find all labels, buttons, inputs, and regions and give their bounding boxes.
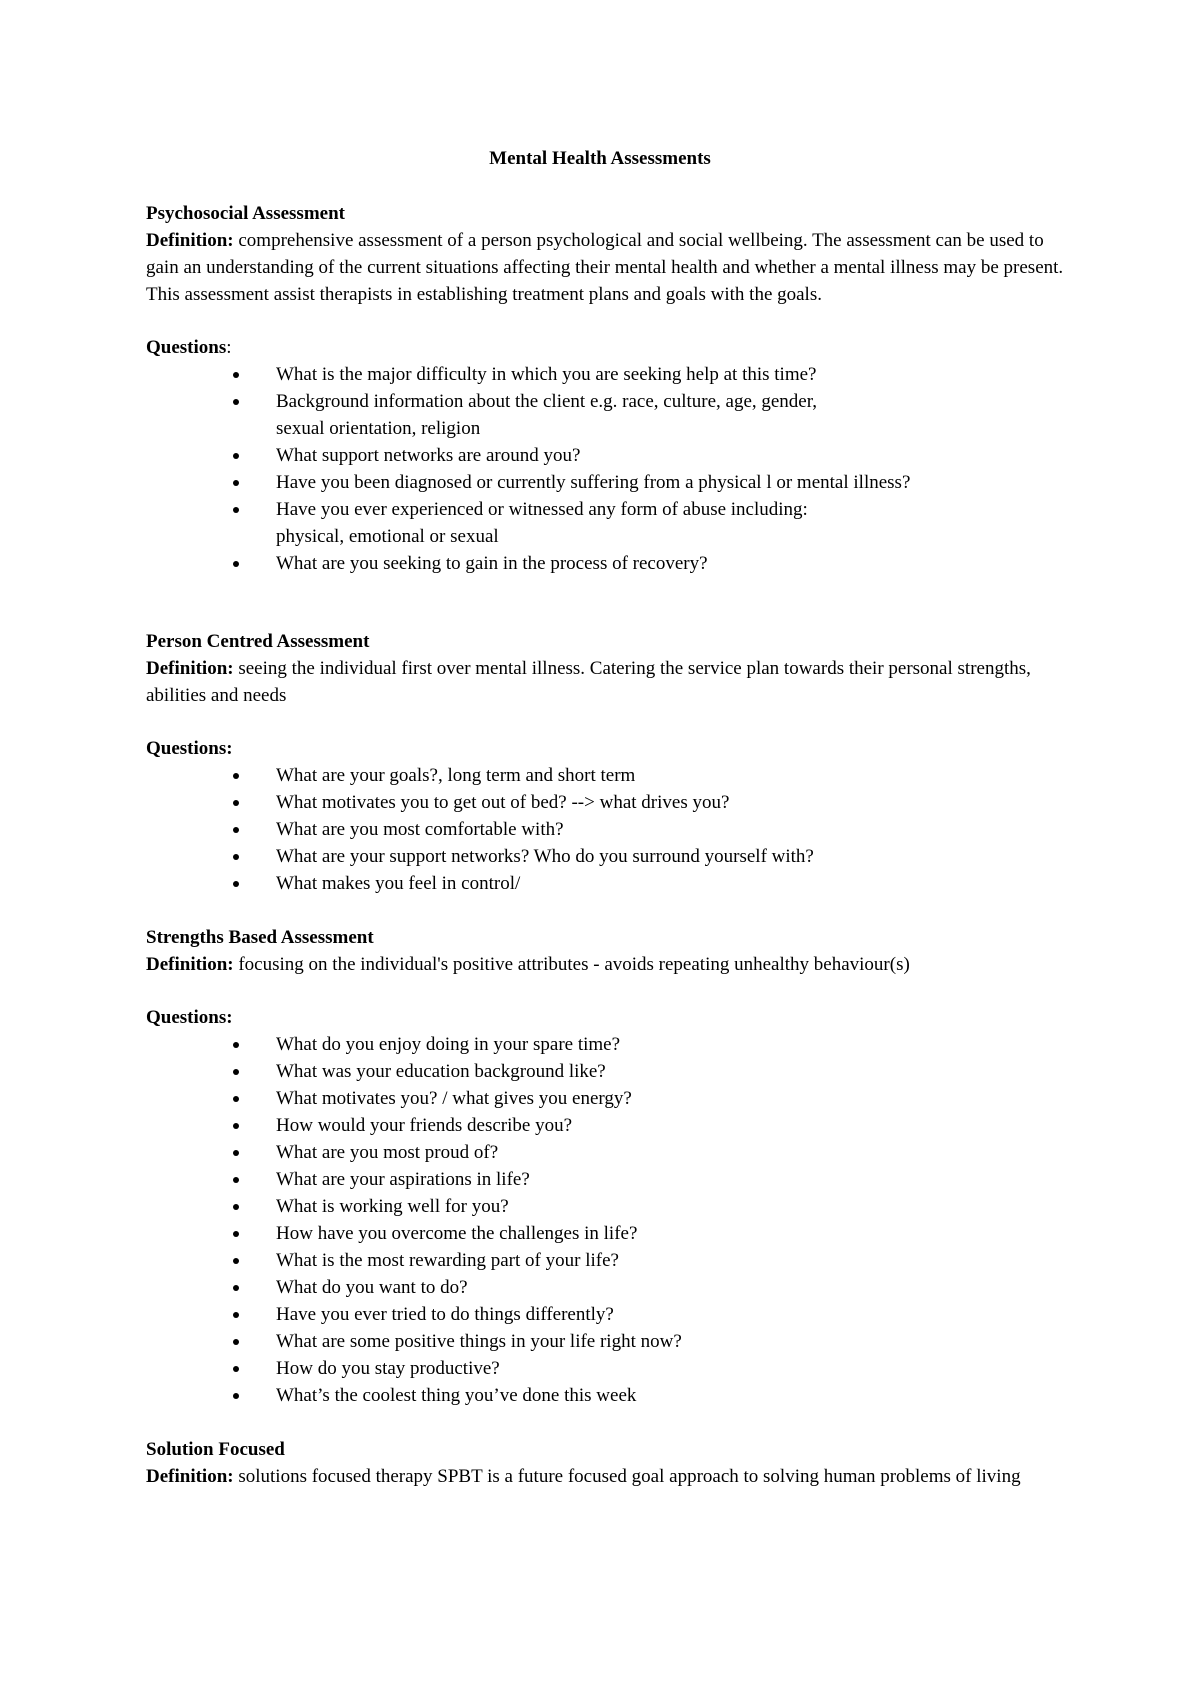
bullet-icon: [233, 1042, 239, 1048]
definition-text: seeing the individual first over mental illness. Catering the service plan towards their personal strengths, abilities and needs: [146, 658, 1031, 706]
section-heading: Psychosocial Assessment: [146, 203, 345, 224]
list-item: [146, 388, 836, 442]
bullet-icon: [233, 1123, 239, 1129]
list-item: [146, 1031, 836, 1058]
bullet-icon: [233, 1096, 239, 1102]
questions-label-text: Questions: [146, 337, 227, 358]
definition-label: Definition:: [146, 230, 234, 251]
section-definition: [146, 227, 1076, 308]
question-text: What is the most rewarding part of your life?: [276, 1250, 619, 1271]
list-item: [146, 1139, 836, 1166]
bullet-icon: [233, 372, 239, 378]
question-text: What are some positive things in your life right now?: [276, 1331, 682, 1352]
definition-label: Definition:: [146, 1466, 234, 1487]
section-definition: [146, 655, 1076, 709]
bullet-icon: [233, 399, 239, 405]
bullet-icon: [233, 1069, 239, 1075]
definition-label: Definition:: [146, 658, 234, 679]
questions-label: Questions:: [146, 738, 233, 759]
question-text: What do you want to do?: [276, 1277, 468, 1298]
list-item: [146, 1301, 836, 1328]
definition-label: Definition:: [146, 954, 234, 975]
bullet-icon: [233, 827, 239, 833]
questions-list: [146, 361, 1076, 577]
section-solution-focused: [146, 1436, 1076, 1490]
list-item: [146, 1382, 836, 1409]
questions-label: Questions:: [146, 1007, 233, 1028]
bullet-icon: [233, 1150, 239, 1156]
list-item: [146, 1355, 836, 1382]
section-person-centred-assessment: [146, 628, 1076, 897]
bullet-icon: [233, 1231, 239, 1237]
question-text: What’s the coolest thing you’ve done this week: [276, 1385, 637, 1406]
bullet-icon: [233, 773, 239, 779]
section-heading: Strengths Based Assessment: [146, 927, 374, 948]
list-item: [146, 1058, 836, 1085]
questions-list: [146, 1031, 1076, 1409]
question-text: What is the major difficulty in which you are seeking help at this time?: [276, 364, 817, 385]
bullet-icon: [233, 480, 239, 486]
list-item: [146, 1166, 836, 1193]
question-text: Have you ever tried to do things differently?: [276, 1304, 614, 1325]
list-item: [146, 762, 836, 789]
definition-text: focusing on the individual's positive attributes - avoids repeating unhealthy behaviour(s): [233, 954, 910, 975]
bullet-icon: [233, 1393, 239, 1399]
question-text: What are your support networks? Who do you surround yourself with?: [276, 846, 814, 867]
bullet-icon: [233, 1204, 239, 1210]
section-heading: Person Centred Assessment: [146, 631, 370, 652]
list-item: [146, 870, 836, 897]
question-text: How have you overcome the challenges in life?: [276, 1223, 638, 1244]
questions-list: [146, 762, 1076, 897]
question-text: What motivates you? / what gives you energy?: [276, 1088, 632, 1109]
question-text: What are your aspirations in life?: [276, 1169, 530, 1190]
question-text: What was your education background like?: [276, 1061, 606, 1082]
list-item: [146, 496, 876, 550]
bullet-icon: [233, 1258, 239, 1264]
list-item: [146, 550, 836, 577]
list-item: [146, 1247, 836, 1274]
question-text: What are you most proud of?: [276, 1142, 499, 1163]
list-item: [146, 843, 836, 870]
bullet-icon: [233, 1339, 239, 1345]
list-item: [146, 442, 836, 469]
list-item: [146, 816, 836, 843]
list-item: [146, 1274, 836, 1301]
definition-text: comprehensive assessment of a person psychological and social wellbeing. The assessment can be used to gain an understanding of the current situations affecting their mental health and whether a mental illness may be present. This assessment assist therapists in establishing treatment plans and goals with the goals.: [146, 230, 1064, 305]
list-item: [146, 1220, 836, 1247]
list-item: [146, 1085, 836, 1112]
list-item: [146, 361, 836, 388]
list-item: [146, 469, 1036, 496]
bullet-icon: [233, 561, 239, 567]
bullet-icon: [233, 881, 239, 887]
question-text: What are you most comfortable with?: [276, 819, 564, 840]
question-text: What do you enjoy doing in your spare time?: [276, 1034, 621, 1055]
section-definition: [146, 1463, 1076, 1490]
document-title: Mental Health Assessments: [489, 148, 711, 169]
question-text: What makes you feel in control/: [276, 873, 521, 894]
question-text: What support networks are around you?: [276, 445, 581, 466]
question-text: What are your goals?, long term and short term: [276, 765, 636, 786]
question-text: Background information about the client e.g. race, culture, age, gender, sexual orientation, religion: [276, 391, 818, 439]
question-text: What is working well for you?: [276, 1196, 509, 1217]
bullet-icon: [233, 1312, 239, 1318]
question-text: How do you stay productive?: [276, 1358, 500, 1379]
list-item: [146, 1112, 836, 1139]
bullet-icon: [233, 507, 239, 513]
bullet-icon: [233, 800, 239, 806]
question-text: Have you been diagnosed or currently suffering from a physical l or mental illness?: [276, 472, 911, 493]
bullet-icon: [233, 1177, 239, 1183]
section-strengths-based-assessment: [146, 924, 1076, 1409]
questions-label: [146, 334, 1076, 361]
bullet-icon: [233, 453, 239, 459]
bullet-icon: [233, 1366, 239, 1372]
list-item: [146, 789, 836, 816]
bullet-icon: [233, 1285, 239, 1291]
question-text: How would your friends describe you?: [276, 1115, 573, 1136]
bullet-icon: [233, 854, 239, 860]
list-item: [146, 1328, 836, 1355]
definition-text: solutions focused therapy SPBT is a future focused goal approach to solving human problems of living: [233, 1466, 1021, 1487]
question-text: What motivates you to get out of bed? --> what drives you?: [276, 792, 730, 813]
section-definition: [146, 951, 1076, 978]
question-text: Have you ever experienced or witnessed any form of abuse including: physical, emotional or sexual: [276, 499, 808, 547]
list-item: [146, 1193, 836, 1220]
section-heading: Solution Focused: [146, 1439, 285, 1460]
questions-label-colon: :: [226, 337, 232, 358]
section-psychosocial-assessment: [146, 200, 1076, 577]
question-text: What are you seeking to gain in the process of recovery?: [276, 553, 708, 574]
